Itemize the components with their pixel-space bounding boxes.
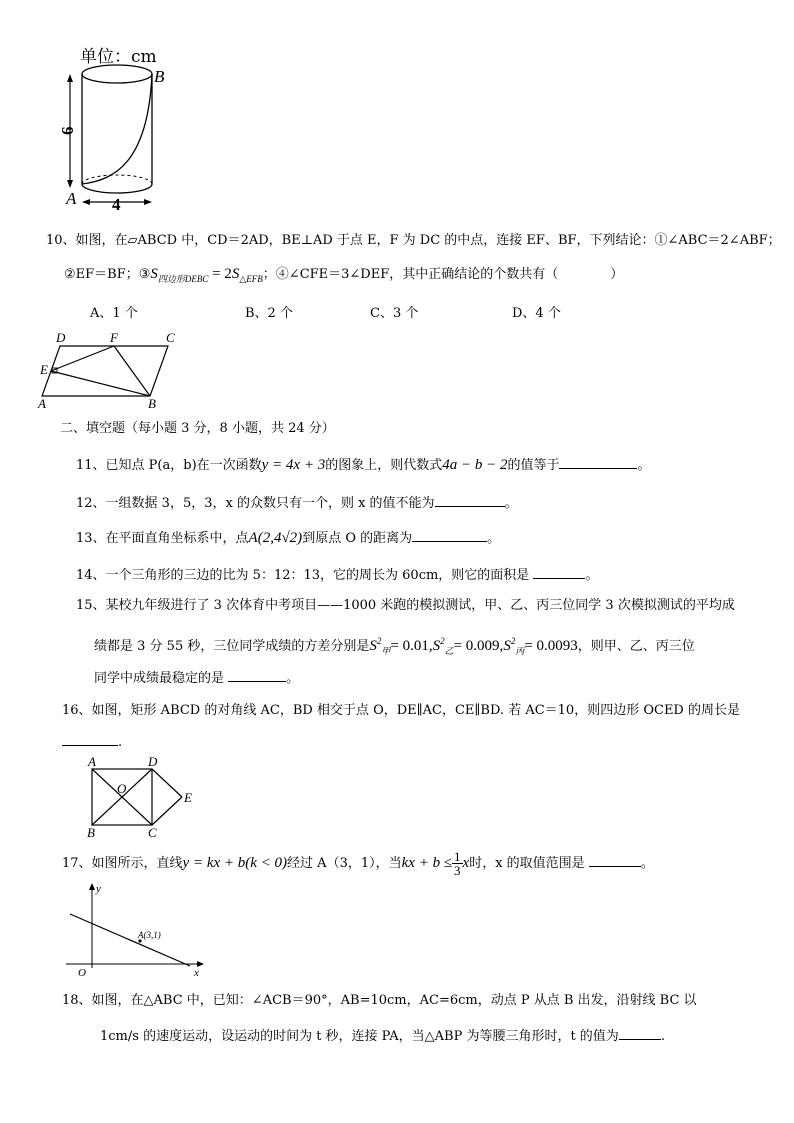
q15-line2: 绩都是 3 分 55 秒，三位同学成绩的方差分别是$S^2_甲= 0.01,S^2_乙= 0.009,S^2_丙= 0.0093$，则甲、乙、丙三位: [94, 636, 695, 656]
label-b: B: [154, 67, 165, 86]
q13: 13、在平面直角坐标系中，点A(2,4√2)到原点 O 的距离为 。: [76, 530, 501, 546]
svg-text:x: x: [194, 967, 199, 979]
svg-text:B: B: [87, 825, 95, 840]
q18-line2: 1cm/s 的速度运动，设运动的时间为 t 秒，连接 PA，当△ABP 为等腰三角形时，t 的值为 .: [100, 1026, 665, 1046]
s-quadrilateral: $S_{四边形DEBC}$: [150, 266, 209, 284]
svg-text:B: B: [148, 396, 156, 411]
label-a: A: [66, 189, 77, 208]
line-graph-figure: [62, 880, 212, 980]
q12: 12、一组数据 3，5，3，x 的众数只有一个，则 x 的值不能为 。: [76, 493, 518, 513]
height-label: 6: [58, 126, 77, 135]
diameter-label: 4: [112, 195, 121, 214]
q14: 14、一个三角形的三边的比为 5：12：13，它的周长为 60cm，则它的面积是 。: [76, 565, 598, 585]
svg-text:F: F: [110, 330, 118, 345]
parallelogram-figure: [36, 330, 186, 410]
q17-answer-blank[interactable]: [589, 853, 641, 867]
section2-heading: 二、填空题（每小题 3 分，8 小题，共 24 分）: [60, 421, 335, 436]
svg-text:O: O: [117, 781, 127, 796]
svg-text:D: D: [56, 330, 66, 345]
q10-line2: ②EF＝BF；$③S_{四边形DEBC} = 2S_{\triangle EFB}$；④∠CFE＝3∠DEF，其中正确结论的个数共有（ ）: [64, 266, 624, 284]
q15-answer-blank[interactable]: [228, 668, 286, 682]
q11: 11、已知点 P(a，b)在一次函数y = 4x + 3的图象上，则代数式4a − b − 2的值等于 。: [76, 457, 651, 473]
svg-text:A: A: [88, 754, 96, 769]
q16-line1: 16、如图，矩形 ABCD 的对角线 AC，BD 相交于点 O，DE∥AC，CE∥BD. 若 AC＝10，则四边形 OCED 的周长是: [62, 703, 740, 718]
svg-text:A(3,1): A(3,1): [138, 930, 161, 940]
rectangle-figure: [80, 755, 205, 840]
q13-answer-blank[interactable]: [412, 528, 487, 542]
spiral-path: [82, 74, 152, 184]
q15-line3: 同学中成绩最稳定的是 。: [94, 668, 299, 688]
svg-text:D: D: [148, 754, 158, 769]
svg-text:C: C: [148, 825, 157, 840]
svg-text:E: E: [40, 362, 48, 377]
cylinder-figure: [60, 62, 180, 212]
q14-answer-blank[interactable]: [533, 565, 585, 579]
cylinder-top-ellipse: [82, 65, 152, 83]
q16-line2: .: [62, 732, 122, 752]
q10-option-a[interactable]: A、1 个: [90, 306, 138, 321]
svg-text:y: y: [96, 883, 101, 895]
fig9-unit-label: 单位：cm: [80, 47, 157, 67]
q18-line1: 18、如图，在△ABC 中，已知：∠ACB＝90°，AB=10cm，AC=6cm，动点 P 从点 B 出发，沿射线 BC 以: [62, 993, 697, 1008]
q16-answer-blank[interactable]: [62, 732, 118, 746]
s-triangle: $S_{\triangle EFB}$: [231, 266, 263, 284]
cylinder-bottom-front: [82, 184, 152, 193]
q11-answer-blank[interactable]: [559, 455, 637, 469]
q12-answer-blank[interactable]: [435, 493, 505, 507]
q15-line1: 15、某校九年级进行了 3 次体育中考项目——1000 米跑的模拟测试，甲、乙、丙三位同学 3 次模拟测试的平均成: [76, 598, 735, 613]
q18-answer-blank[interactable]: [619, 1026, 661, 1040]
q10-option-b[interactable]: B、2 个: [245, 306, 293, 321]
q10-line1: 10、如图，在▱ABCD 中，CD＝2AD，BE⊥AD 于点 E，F 为 DC 的中点，连接 EF、BF，下列结论：①∠ABC＝2∠ABF；: [46, 233, 781, 248]
svg-text:A: A: [38, 396, 46, 411]
svg-text:E: E: [184, 790, 192, 805]
q10-option-d[interactable]: D、4 个: [512, 306, 561, 321]
svg-text:C: C: [166, 330, 175, 345]
svg-text:O: O: [78, 967, 86, 979]
q10-option-c[interactable]: C、3 个: [370, 306, 419, 321]
q17: 17、如图所示，直线y = kx + b(k < 0)经过 A（3，1），当kx + b ≤ $\frac{1}{3}$ x时，x 的取值范围是 。: [62, 849, 654, 878]
